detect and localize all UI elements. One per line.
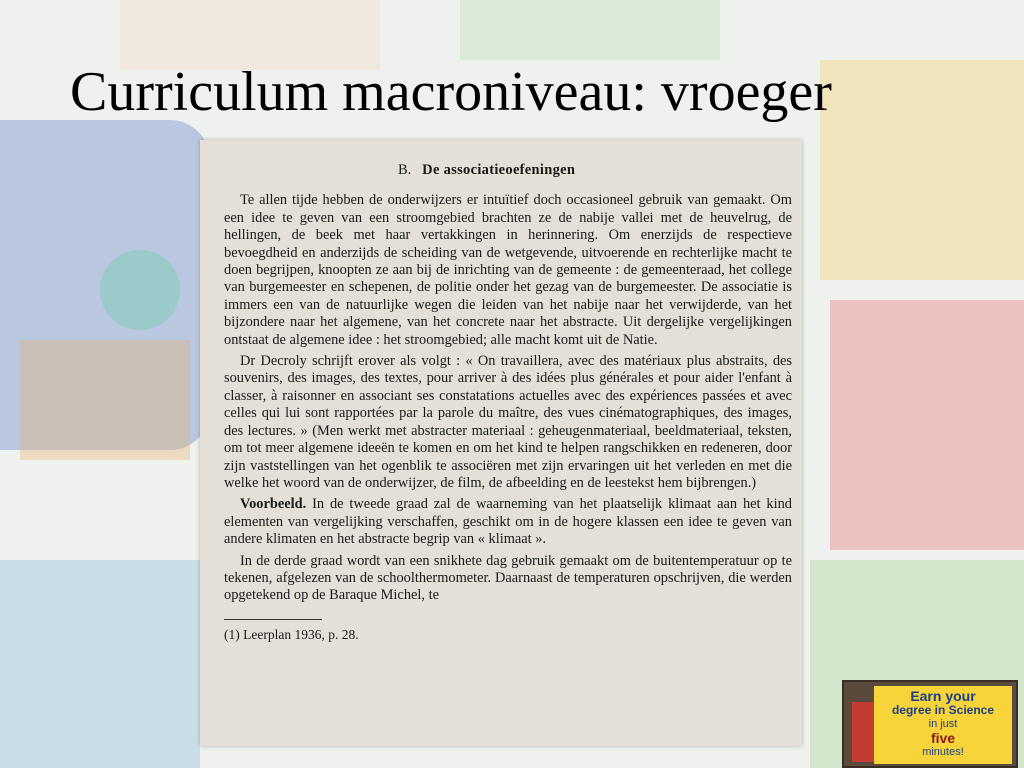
paragraph-2: Dr Decroly schrijft erover als volgt : « On travaillera, avec des matériaux plus abstraits, des souvenirs, des images, des textes, pour arriver à des idées plus générales et pour aider l'enfant à classer, à raisonner en associant ses constatations actuelles avec des expériences passées et avec celles qui lui sont rapportées par la parole du maître, des vues cinématographiques, des images, des lectures. » (Men werkt met abstracter materiaal : geheugenmateriaal, beeldmateriaal, teksten, om tot meer algemene ideeën te komen en om het kind te helpen rangschikken en redeneren, door zijn vaststellingen van het ogenblik te associëren met zijn ervaringen uit het verleden en met die welke het woord van de onderwijzer, de film, de afbeelding en de leestekst hem bijbrengen.) bbox=[224, 353, 792, 491]
ad-line-4: five bbox=[930, 730, 956, 746]
paragraph-1: Te allen tijde hebben de onderwijzers er intuïtief doch occasioneel gebruik van gemaakt. Om een idee te geven van een stroomgebied brachten ze de nabije vallei met de heuvelrug, de hellingen, de beek met haar vertakkingen in herinnering. Om enerzijds de respectieve bevoegdheid en anderzijds de scheiding van de wetgevende, uitvoerende en rechterlijke macht te doen begrijpen, knoopten ze aan bij de inrichting van de gemeente : de gemeenteraad, het college van burgemeester en schepenen, de politie onder het gezag van de burgemeester. De associatie is immers een van de natuurlijke wegen die leiden van het nabije naar het verwijderde, van het bijzondere naar het algemene, van het concrete naar het abstracte. Uit dergelijke vergelijkingen ontstaat de algemene idee : het stroomgebied; alle macht komt uit de Natie. bbox=[224, 192, 792, 348]
ad-label bbox=[874, 686, 1012, 764]
science-degree-ad bbox=[842, 680, 1018, 768]
footnote: (1) Leerplan 1936, p. 28. bbox=[224, 626, 359, 642]
background-shape bbox=[0, 560, 200, 768]
ad-line-2: degree in Science bbox=[891, 703, 995, 717]
background-circle bbox=[100, 250, 180, 330]
section-letter: B. bbox=[398, 162, 412, 178]
paragraph-3: In de derde graad wordt van een snikhete dag gebruik gemaakt om de buitentemperatuur op te tekenen, afgelezen van de schoolthermometer. Daarnaast de temperaturen opschrijven, die werden opgetekend op de Baraque Michel, te bbox=[224, 552, 792, 604]
slide-title: Curriculum macroniveau: vroeger bbox=[70, 61, 832, 123]
ad-line-3: in just bbox=[928, 718, 958, 730]
footnote-rule bbox=[224, 619, 322, 620]
section-heading bbox=[398, 162, 792, 179]
background-shape bbox=[20, 340, 190, 460]
example-paragraph bbox=[224, 496, 792, 548]
scanned-page bbox=[200, 140, 802, 746]
background-shape bbox=[460, 0, 720, 60]
background-shape bbox=[830, 300, 1024, 550]
example-text: In de tweede graad zal de waarneming van het plaatselijk klimaat aan het kind elementen van vergelijking verschaffen, geschikt om in de hogere klassen een idee te geven van andere klimaten en het abstracte begrip van « klimaat ». bbox=[224, 496, 792, 548]
example-label: Voorbeeld. bbox=[240, 496, 307, 513]
section-title: De associatieoefeningen bbox=[422, 162, 576, 178]
background-shape bbox=[820, 60, 1024, 280]
ad-line-5: minutes! bbox=[922, 746, 964, 758]
ad-line-1: Earn your bbox=[910, 688, 976, 704]
